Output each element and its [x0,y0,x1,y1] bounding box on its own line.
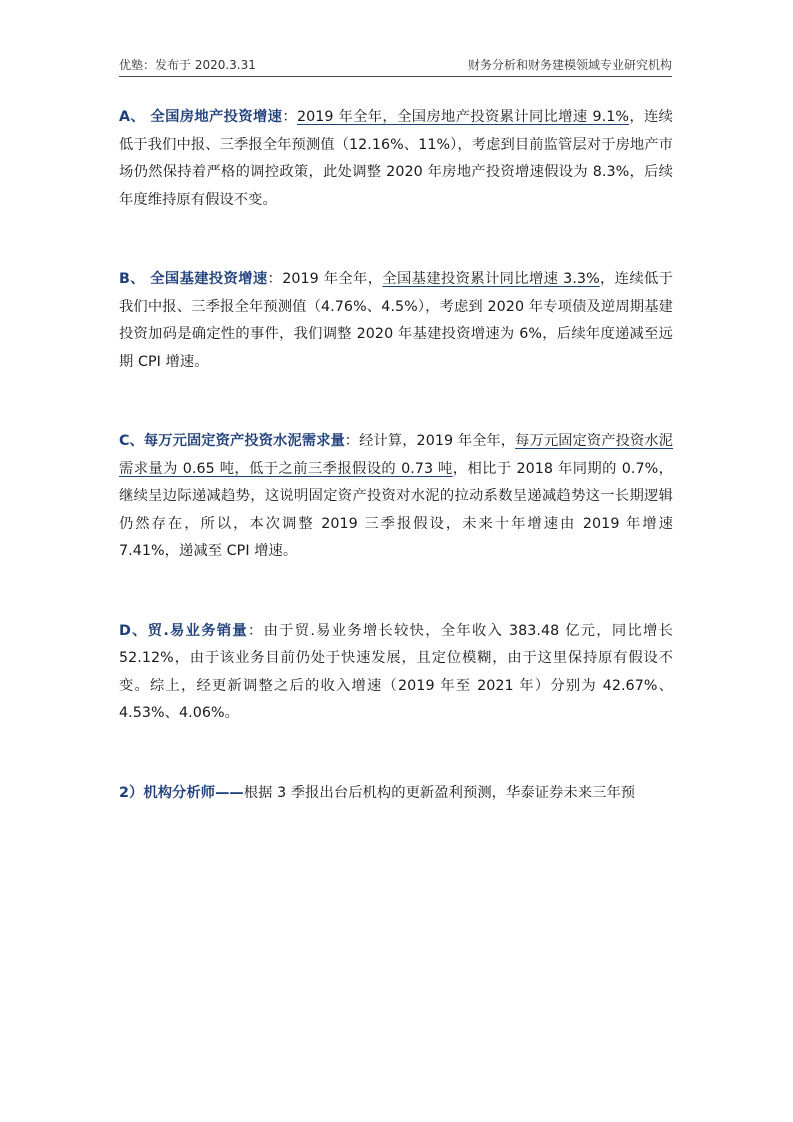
paragraph-d-trade-sales [119,618,673,728]
paragraph-d-label: D、贸.易业务销量 [119,622,248,639]
paragraph-b-label: B、 全国基建投资增速 [119,271,268,287]
paragraph-b-intro: 2019 年全年， [282,271,383,287]
paragraph-2-label: 2）机构分析师—— [119,784,244,801]
paragraph-a-real-estate-investment [119,104,673,214]
paragraph-b-text: ，连续低于我们中报、三季报全年预测值（4.76%、4.5%），考虑到 2020 年专项债及逆周期基建投资加码是确定性的事件，我们调整 2020 年基建投资增速为 6%，后续年度递减至远期 CPI 增速。 [119,271,673,370]
paragraph-a-label: A、 全国房地产投资增速 [119,109,283,125]
paragraph-2-institutional-analysts [119,780,673,808]
paragraph-a-separator: ： [282,109,297,125]
paragraph-2-text: 根据 3 季报出台后机构的更新盈利预测，华泰证券未来三年预 [243,784,636,801]
paragraph-b-separator: ： [267,271,283,287]
paragraph-d-text: 由于贸.易业务增长较快，全年收入 383.48 亿元，同比增长 52.12%，由于该业务目前仍处于快速发展，且定位模糊，由于这里保持原有假设不变。综上，经更新调整之后的收入增速（2019 年至 2021 年）分别为 42.67%、4.53%、4.06%。 [119,622,673,721]
paragraph-b-infrastructure-investment [119,266,673,376]
paragraph-d-separator: ： [247,622,264,639]
paragraph-b-underlined-text: 全国基建投资累计同比增速 3.3% [382,271,600,287]
page-header [119,50,672,77]
header-publisher-date: 优塾：发布于 2020.3.31 [119,58,256,72]
paragraph-c-separator: ： [344,433,360,449]
paragraph-c-text: ，相比于 2018 年同期的 0.7%，继续呈边际递减趋势，这说明固定资产投资对水泥的拉动系数呈递减趋势这一长期逻辑仍然存在，所以，本次调整 2019 三季报假设，未来十年增速由 2019 年增速 7.41%，递减至 CPI 增速。 [119,460,673,559]
header-organization: 财务分析和财务建模领域专业研究机构 [467,58,672,72]
paragraph-c-intro: 经计算，2019 年全年， [359,433,516,449]
paragraph-c-underlined-text: 每万元固定资产投资水泥需求量为 0.65 吨，低于之前三季报假设的 0.73 吨 [119,433,673,477]
document-body [119,104,673,807]
paragraph-c-cement-demand [119,428,673,566]
paragraph-a-text: ，连续低于我们中报、三季报全年预测值（12.16%、11%），考虑到目前监管层对于房地产市场仍然保持着严格的调控政策，此处调整 2020 年房地产投资增速假设为 8.3%，后续年度维持原有假设不变。 [119,109,673,208]
paragraph-c-label: C、每万元固定资产投资水泥需求量 [119,433,345,449]
paragraph-a-underlined-text: 2019 年全年，全国房地产投资累计同比增速 9.1% [296,109,630,125]
